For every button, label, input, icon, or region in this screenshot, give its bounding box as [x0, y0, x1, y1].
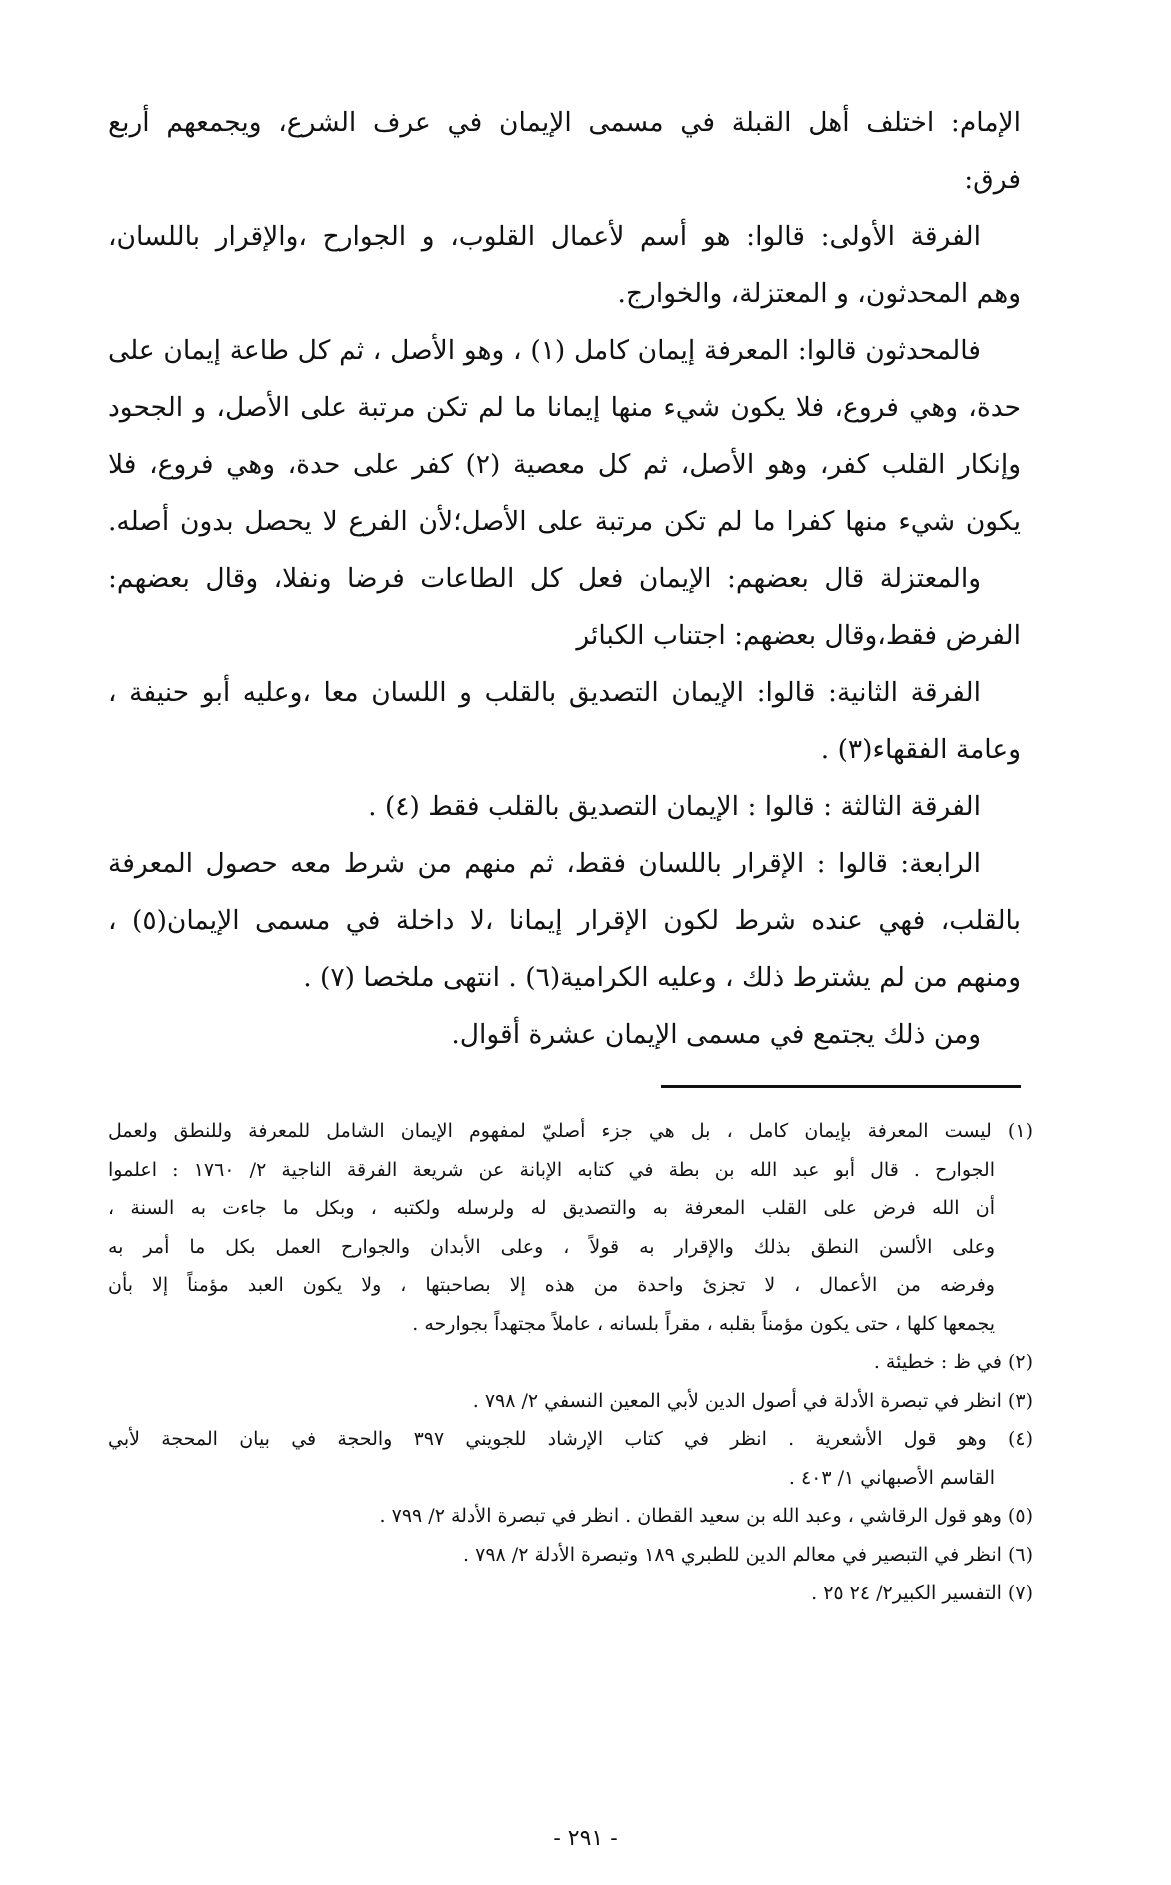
footnote-line: وعلى الألسن النطق بذلك والإقرار به قولاً ، وعلى الأبدان والجوارح العمل بكل ما أمر به [108, 1235, 995, 1258]
text-line: يكون شيء منها كفرا ما لم تكن مرتبة على الأصل؛لأن الفرع لا يحصل بدون أصله. [108, 506, 1021, 537]
footnote-line: (١) ليست المعرفة بإيمان كامل ، بل هي جزء أصليّ لمفهوم الإيمان الشامل للمعرفة وللنطق ولعمل [108, 1120, 1033, 1142]
text-line: الفرقة الثانية: قالوا: الإيمان التصديق بالقلب و اللسان معا ،وعليه أبو حنيفة ، [108, 677, 981, 708]
footnote-line: أن الله فرض على القلب المعرفة به والتصديق له ولرسله ولكتبه ، وبكل ما جاءت به السنة ، [108, 1197, 995, 1219]
footnote-line: الجوارح . قال أبو عبد الله بن بطة في كتابه الإبانة عن شريعة الفرقة الناجية ٢/ ١٧٦٠ : اعلموا [108, 1158, 995, 1181]
text-line: الرابعة: قالوا : الإقرار باللسان فقط، ثم منهم من شرط معه حصول المعرفة [108, 848, 981, 879]
footnote-line: يجمعها كلها ، حتى يكون مؤمناً بقلبه ، مقراً بلسانه ، عاملاً مجتهداً بجوارحه . [412, 1312, 995, 1335]
footnote-divider [661, 1085, 1021, 1088]
text-line: وعامة الفقهاء(٣) . [820, 734, 1021, 765]
text-line: فالمحدثون قالوا: المعرفة إيمان كامل (١) ، وهو الأصل ، ثم كل طاعة إيمان على [108, 335, 981, 366]
footnote-line: (٣) انظر في تبصرة الأدلة في أصول الدين لأبي المعين النسفي ٢/ ٧٩٨ . [472, 1389, 1033, 1412]
text-line: حدة، وهي فروع، فلا يكون شيء منها إيمانا ما لم تكن مرتبة على الأصل، و الجحود [108, 392, 1021, 423]
text-line: الفرقة الثالثة : قالوا : الإيمان التصديق بالقلب فقط (٤) . [368, 791, 981, 822]
footnote-line: (٥) وهو قول الرقاشي ، وعبد الله بن سعيد القطان . انظر في تبصرة الأدلة ٢/ ٧٩٩ . [379, 1505, 1033, 1527]
page-number: - ٢٩١ - [553, 1826, 618, 1851]
main-text [108, 94, 1021, 1063]
text-line: فرق: [964, 164, 1021, 195]
footnote-line: القاسم الأصبهاني ١/ ٤٠٣ . [788, 1466, 995, 1489]
text-line: الفرقة الأولى: قالوا: هو أسم لأعمال القلوب، و الجوارح ،والإقرار باللسان، [108, 221, 981, 252]
text-line: ومنهم من لم يشترط ذلك ، وعليه الكرامية(٦) . انتهى ملخصا (٧) . [303, 962, 1021, 993]
text-line: والمعتزلة قال بعضهم: الإيمان فعل كل الطاعات فرضا ونفلا، وقال بعضهم: [108, 563, 981, 594]
text-line: وإنكار القلب كفر، وهو الأصل، ثم كل معصية (٢) كفر على حدة، وهي فروع، فلا [108, 449, 1021, 480]
footnote-line: (٦) انظر في التبصير في معالم الدين للطبري ١٨٩ وتبصرة الأدلة ٢/ ٧٩٨ . [463, 1543, 1033, 1566]
text-line: وهم المحدثون، و المعتزلة، والخوارج. [617, 278, 1021, 309]
footnote-line: وفرضه من الأعمال ، لا تجزئ واحدة من هذه إلا بصاحبتها ، ولا يكون العبد مؤمناً إلا بأن [108, 1274, 995, 1296]
footnote-line: (٤) وهو قول الأشعرية . انظر في كتاب الإرشاد للجويني ٣٩٧ والحجة في بيان المحجة لأبي [108, 1428, 1033, 1450]
text-line: ومن ذلك يجتمع في مسمى الإيمان عشرة أقوال. [451, 1019, 981, 1050]
footnotes [108, 1112, 1033, 1613]
text-line: الإمام: اختلف أهل القبلة في مسمى الإيمان في عرف الشرع، ويجمعهم أربع [108, 107, 1021, 138]
footnote-line: (٧) التفسير الكبير٢/ ٢٤ ٢٥ . [811, 1582, 1033, 1604]
footnote-line: (٢) في ظ : خطيئة . [873, 1351, 1033, 1373]
text-line: بالقلب، فهي عنده شرط لكون الإقرار إيمانا ،لا داخلة في مسمى الإيمان(٥) ، [108, 905, 1021, 936]
text-line: الفرض فقط،وقال بعضهم: اجتناب الكبائر [576, 620, 1021, 651]
